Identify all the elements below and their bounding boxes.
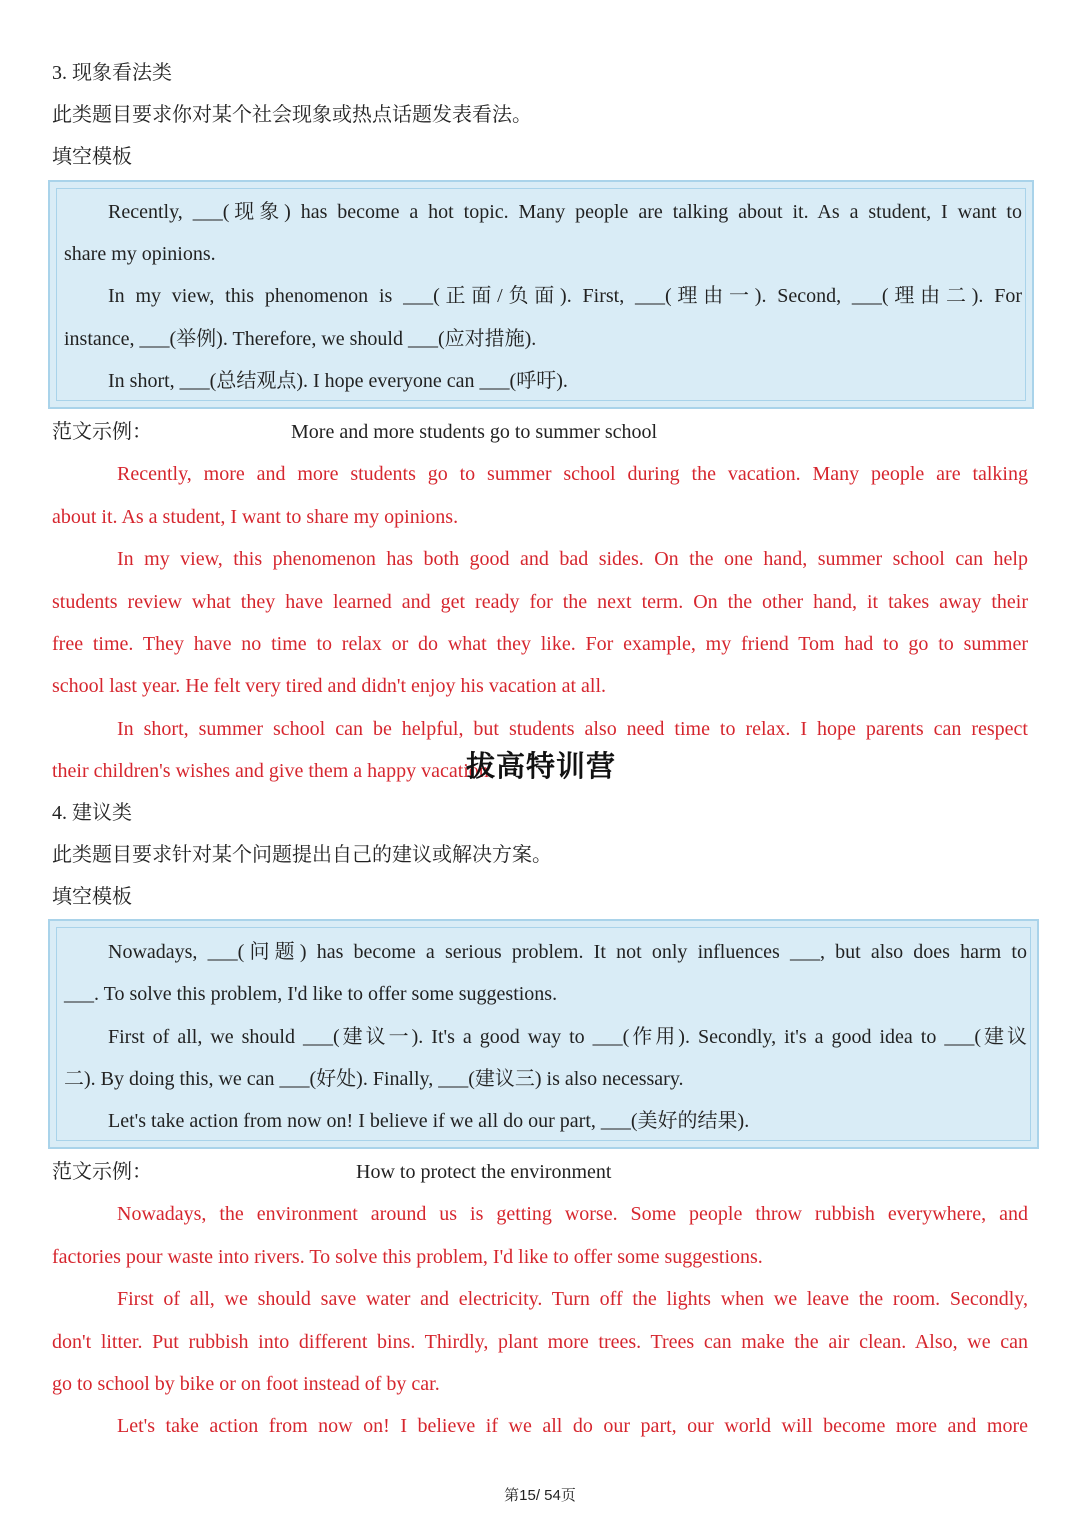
section3-description: 此类题目要求你对某个社会现象或热点话题发表看法。: [52, 104, 532, 126]
example-line: school last year. He felt very tired and didn't enjoy his vacation at all.: [52, 675, 606, 697]
example-line: go to school by bike or on foot instead of by car.: [52, 1373, 440, 1395]
template-line: In my view, this phenomenon is ___(正面/负面). First, ___(理由一). Second, ___(理由二). For: [108, 285, 1022, 307]
example-line: Let's take action from now on! I believe if we all do our part, our world will become more and more: [117, 1415, 1028, 1437]
section3-template-box: [48, 180, 1034, 409]
template-line: Nowadays, ___(问题) has become a serious problem. It not only influences ___, but also does harm to: [108, 941, 1027, 963]
example-line: factories pour waste into rivers. To solve this problem, I'd like to offer some suggestions.: [52, 1246, 763, 1268]
section3-heading: 3. 现象看法类: [52, 62, 172, 84]
section4-description: 此类题目要求针对某个问题提出自己的建议或解决方案。: [52, 844, 552, 866]
template-line: First of all, we should ___(建议一). It's a good way to ___(作用). Secondly, it's a good idea to ___(建议: [108, 1026, 1027, 1048]
template-line: instance, ___(举例). Therefore, we should ___(应对措施).: [64, 328, 537, 350]
section3-example-title: More and more students go to summer school: [291, 421, 658, 443]
example-line: don't litter. Put rubbish into different bins. Thirdly, plant more trees. Trees can make the air clean. Also, we can: [52, 1331, 1028, 1353]
section3-template-label: 填空模板: [52, 146, 132, 168]
section3-example-label: 范文示例：: [52, 421, 152, 443]
template-line: Recently, ___(现象) has become a hot topic. Many people are talking about it. As a student, I want to: [108, 201, 1022, 223]
section4-heading: 4. 建议类: [52, 802, 132, 824]
example-line: Recently, more and more students go to summer school during the vacation. Many people are talking: [117, 463, 1028, 485]
template-line: Let's take action from now on! I believe if we all do our part, ___(美好的结果).: [108, 1110, 750, 1132]
section4-template-label: 填空模板: [52, 886, 132, 908]
template-line: 二). By doing this, we can ___(好处). Finally, ___(建议三) is also necessary.: [64, 1068, 684, 1090]
watermark-text: 拔高特训营: [466, 749, 617, 783]
template-line: share my opinions.: [64, 243, 216, 265]
example-line: Nowadays, the environment around us is getting worse. Some people throw rubbish everywhere, and: [117, 1203, 1028, 1225]
template-line: In short, ___(总结观点). I hope everyone can ___(呼吁).: [108, 370, 568, 392]
example-line: In short, summer school can be helpful, but students also need time to relax. I hope parents can respect: [117, 718, 1028, 740]
example-line: First of all, we should save water and electricity. Turn off the lights when we leave the room. Secondly,: [117, 1288, 1028, 1310]
example-line: about it. As a student, I want to share my opinions.: [52, 506, 459, 528]
page-number: 第15/ 54页: [504, 1487, 576, 1504]
example-line: students review what they have learned and get ready for the next term. On the other hand, it takes away their: [52, 591, 1028, 613]
example-line: free time. They have no time to relax or do what they like. For example, my friend Tom had to go to summer: [52, 633, 1028, 655]
example-line: In my view, this phenomenon has both good and bad sides. On the one hand, summer school can help: [117, 548, 1028, 570]
section4-example-label: 范文示例：: [52, 1161, 152, 1183]
example-line: their children's wishes and give them a happy vacation.: [52, 760, 494, 782]
section4-example-title: How to protect the environment: [356, 1161, 612, 1183]
template-line: ___. To solve this problem, I'd like to offer some suggestions.: [64, 983, 558, 1005]
section4-template-box: [48, 919, 1039, 1149]
